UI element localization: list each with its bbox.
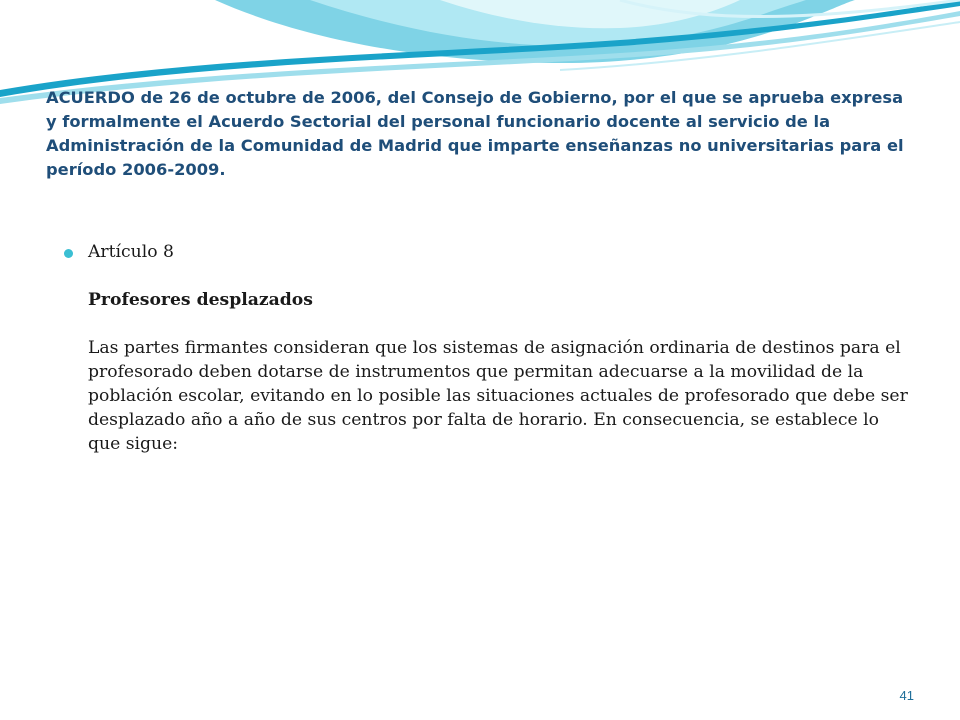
article-body: Las partes firmantes consideran que los sistemas de asignación ordinaria de destinos para el profesorado deben dotarse de instrumentos que permitan adecuarse a la movilidad de la población escolar, evitando en lo posible las situaciones actuales de profesorado que debe ser desplazado año a año de sus centros por falta de horario. En consecuencia, se establece lo que sigue: xyxy=(88,338,908,454)
article-number: Artículo 8 xyxy=(88,242,174,262)
slide-content xyxy=(64,240,916,456)
article-heading: Profesores desplazados xyxy=(88,290,313,310)
slide-title: ACUERDO de 26 de octubre de 2006, del Consejo de Gobierno, por el que se aprueba expresa y formalmente el Acuerdo Sectorial del personal funcionario docente al servicio de la Administración de la Comunidad de Madrid que imparte enseñanzas no universitarias para el período 2006-2009. xyxy=(46,88,904,179)
bullet-dot-icon xyxy=(64,249,73,258)
bullet-item-article xyxy=(64,240,916,456)
page-number: 41 xyxy=(899,688,914,703)
